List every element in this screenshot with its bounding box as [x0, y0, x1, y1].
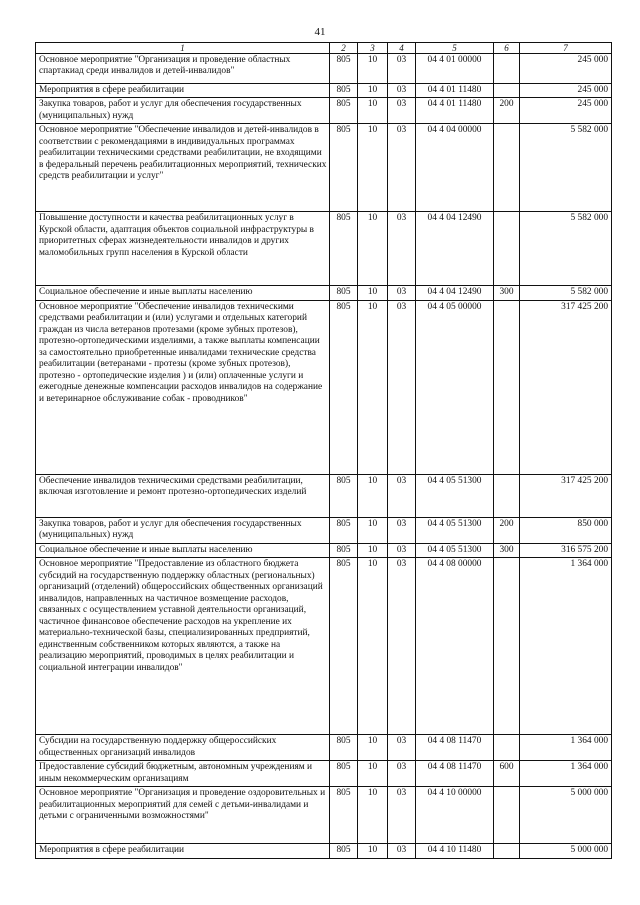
row-section: 10 — [358, 300, 388, 474]
row-name: Субсидии на государственную поддержку общероссийских общественных организаций инвалидов — [36, 735, 330, 761]
table-row — [36, 761, 612, 787]
row-name: Основное мероприятие "Организация и проведение оздоровительных и реабилитационных мероприятий для семей с детьми-инвалидами и детьми с ограниченными возможностями" — [36, 787, 330, 844]
row-amount: 1 364 000 — [520, 735, 612, 761]
row-section: 10 — [358, 543, 388, 557]
table-row — [36, 787, 612, 844]
table-row — [36, 844, 612, 858]
budget-table — [35, 42, 612, 859]
row-section: 10 — [358, 787, 388, 844]
row-target-code: 04 4 10 11480 — [416, 844, 494, 858]
row-name: Основное мероприятие "Предоставление из областного бюджета субсидий на государственную поддержку областных (региональных) организаций (отделений) общероссийских общественных организаций инвалидов, направленных на частичное возмещение расходов, связанных с осуществлением уставной деятельности организаций, частичное финансовое обеспечение расходов на укрепление их материально-технической базы, специализированных предприятий, единственным собственником которых являются, а также на реализацию мероприятий, проводимых в целях реабилитации и социальной интеграции инвалидов" — [36, 558, 330, 735]
row-target-code: 04 4 05 00000 — [416, 300, 494, 474]
row-target-code: 04 4 10 00000 — [416, 787, 494, 844]
row-amount: 245 000 — [520, 54, 612, 84]
row-name: Предоставление субсидий бюджетным, автономным учреждениям и иным некоммерческим организациям — [36, 761, 330, 787]
row-target-code: 04 4 04 00000 — [416, 124, 494, 212]
row-section: 10 — [358, 124, 388, 212]
table-row — [36, 124, 612, 212]
row-name: Закупка товаров, работ и услуг для обеспечения государственных (муниципальных) нужд — [36, 517, 330, 543]
row-ministry-code: 805 — [330, 787, 358, 844]
row-expense-type — [494, 735, 520, 761]
row-target-code: 04 4 05 51300 — [416, 474, 494, 517]
page-number: 41 — [314, 26, 326, 38]
row-subsection: 03 — [388, 98, 416, 124]
table-row — [36, 517, 612, 543]
row-subsection: 03 — [388, 787, 416, 844]
row-ministry-code: 805 — [330, 558, 358, 735]
row-expense-type — [494, 300, 520, 474]
row-ministry-code: 805 — [330, 286, 358, 300]
header-cell-1: 1 — [36, 43, 330, 54]
row-expense-type: 300 — [494, 286, 520, 300]
table-row — [36, 54, 612, 84]
row-target-code: 04 4 08 00000 — [416, 558, 494, 735]
row-section: 10 — [358, 761, 388, 787]
row-amount: 245 000 — [520, 84, 612, 98]
row-name: Основное мероприятие "Обеспечение инвалидов техническими средствами реабилитации и (или) услугами и отдельных категорий граждан из числа ветеранов протезами (кроме зубных протезов), протезно-ортопедическими изделиями, а также выплаты компенсации за самостоятельно приобретенные инвалидами технические средства реабилитации (ветеранами - протезы (кроме зубных протезов), протезно - ортопедические изделия ) и (или) оплаченные услуги и ежегодные денежные компенсации расходов инвалидов на содержание и ветеринарное обслуживание собак - проводников" — [36, 300, 330, 474]
header-cell-6: 6 — [494, 43, 520, 54]
row-ministry-code: 805 — [330, 212, 358, 286]
row-name: Закупка товаров, работ и услуг для обеспечения государственных (муниципальных) нужд — [36, 98, 330, 124]
row-section: 10 — [358, 474, 388, 517]
header-cell-5: 5 — [416, 43, 494, 54]
row-expense-type: 300 — [494, 543, 520, 557]
row-name: Основное мероприятие "Организация и проведение областных спартакиад среди инвалидов и детей-инвалидов" — [36, 54, 330, 84]
row-name: Социальное обеспечение и иные выплаты населению — [36, 286, 330, 300]
row-section: 10 — [358, 98, 388, 124]
row-amount: 316 575 200 — [520, 543, 612, 557]
table-row — [36, 84, 612, 98]
row-subsection: 03 — [388, 517, 416, 543]
row-subsection: 03 — [388, 543, 416, 557]
row-target-code: 04 4 05 51300 — [416, 543, 494, 557]
row-target-code: 04 4 01 11480 — [416, 98, 494, 124]
header-cell-7: 7 — [520, 43, 612, 54]
row-expense-type: 200 — [494, 517, 520, 543]
row-name: Мероприятия в сфере реабилитации — [36, 844, 330, 858]
row-subsection: 03 — [388, 474, 416, 517]
row-ministry-code: 805 — [330, 54, 358, 84]
row-section: 10 — [358, 84, 388, 98]
row-expense-type — [494, 787, 520, 844]
row-name: Мероприятия в сфере реабилитации — [36, 84, 330, 98]
row-amount: 1 364 000 — [520, 761, 612, 787]
row-section: 10 — [358, 844, 388, 858]
row-expense-type — [494, 212, 520, 286]
row-section: 10 — [358, 517, 388, 543]
table-row — [36, 300, 612, 474]
row-amount: 5 582 000 — [520, 286, 612, 300]
row-ministry-code: 805 — [330, 124, 358, 212]
row-ministry-code: 805 — [330, 300, 358, 474]
row-subsection: 03 — [388, 54, 416, 84]
row-subsection: 03 — [388, 735, 416, 761]
row-amount: 317 425 200 — [520, 300, 612, 474]
row-section: 10 — [358, 558, 388, 735]
row-target-code: 04 4 04 12490 — [416, 212, 494, 286]
row-name: Обеспечение инвалидов техническими средствами реабилитации, включая изготовление и ремонт протезно-ортопедических изделий — [36, 474, 330, 517]
row-name: Повышение доступности и качества реабилитационных услуг в Курской области, адаптация объектов социальной инфраструктуры в приоритетных сферах жизнедеятельности инвалидов и других маломобильных групп населения в Курской области — [36, 212, 330, 286]
row-ministry-code: 805 — [330, 517, 358, 543]
row-subsection: 03 — [388, 212, 416, 286]
row-target-code: 04 4 05 51300 — [416, 517, 494, 543]
row-expense-type — [494, 54, 520, 84]
row-section: 10 — [358, 735, 388, 761]
row-subsection: 03 — [388, 124, 416, 212]
row-expense-type — [494, 474, 520, 517]
table-row — [36, 558, 612, 735]
table-row — [36, 212, 612, 286]
row-expense-type — [494, 844, 520, 858]
table-row — [36, 543, 612, 557]
row-target-code: 04 4 01 00000 — [416, 54, 494, 84]
row-subsection: 03 — [388, 300, 416, 474]
row-target-code: 04 4 08 11470 — [416, 735, 494, 761]
row-subsection: 03 — [388, 84, 416, 98]
row-target-code: 04 4 08 11470 — [416, 761, 494, 787]
row-amount: 1 364 000 — [520, 558, 612, 735]
row-name: Основное мероприятие "Обеспечение инвалидов и детей-инвалидов в соответствии с рекомендациями в индивидуальных программах реабилитации техническими средствами реабилитации, не входящими в федеральный перечень реабилитационных мероприятий, технических средств реабилитации и услуг" — [36, 124, 330, 212]
row-amount: 317 425 200 — [520, 474, 612, 517]
row-expense-type: 200 — [494, 98, 520, 124]
row-subsection: 03 — [388, 286, 416, 300]
row-name: Социальное обеспечение и иные выплаты населению — [36, 543, 330, 557]
row-ministry-code: 805 — [330, 543, 358, 557]
row-subsection: 03 — [388, 761, 416, 787]
row-subsection: 03 — [388, 844, 416, 858]
row-amount: 5 582 000 — [520, 212, 612, 286]
row-amount: 5 000 000 — [520, 844, 612, 858]
row-amount: 5 000 000 — [520, 787, 612, 844]
row-amount: 245 000 — [520, 98, 612, 124]
row-ministry-code: 805 — [330, 761, 358, 787]
row-ministry-code: 805 — [330, 84, 358, 98]
row-ministry-code: 805 — [330, 844, 358, 858]
header-cell-2: 2 — [330, 43, 358, 54]
row-section: 10 — [358, 212, 388, 286]
row-expense-type — [494, 124, 520, 212]
row-section: 10 — [358, 54, 388, 84]
table-row — [36, 98, 612, 124]
row-ministry-code: 805 — [330, 735, 358, 761]
row-expense-type — [494, 558, 520, 735]
row-target-code: 04 4 01 11480 — [416, 84, 494, 98]
table-header-row — [36, 43, 612, 54]
row-expense-type — [494, 84, 520, 98]
row-subsection: 03 — [388, 558, 416, 735]
header-cell-4: 4 — [388, 43, 416, 54]
row-ministry-code: 805 — [330, 98, 358, 124]
table-row — [36, 286, 612, 300]
row-target-code: 04 4 04 12490 — [416, 286, 494, 300]
row-amount: 850 000 — [520, 517, 612, 543]
table-row — [36, 735, 612, 761]
table-row — [36, 474, 612, 517]
row-expense-type: 600 — [494, 761, 520, 787]
header-cell-3: 3 — [358, 43, 388, 54]
row-ministry-code: 805 — [330, 474, 358, 517]
row-section: 10 — [358, 286, 388, 300]
row-amount: 5 582 000 — [520, 124, 612, 212]
